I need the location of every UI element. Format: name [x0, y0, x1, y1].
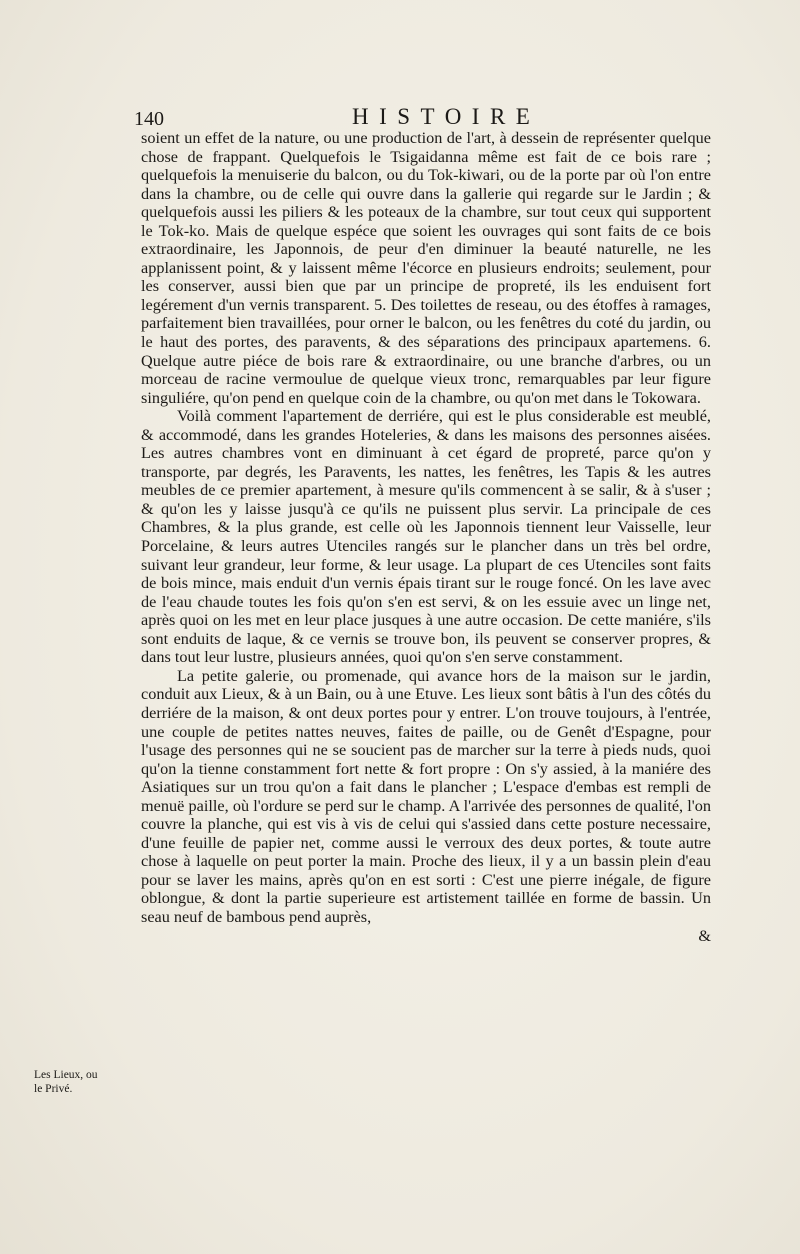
paragraph-2: Voilà comment l'apartement de derriére, qui est le plus considerable est meublé, & accommodé, dans les grandes Hoteleries, & dans les maisons des personnes aisées. Les autres chambres vont en diminuant à cet égard de propreté, parce qu'on y transporte, par degrés, les Paravents, les nattes, les fenêtres, les Tapis & les autres meubles de ce premier apartement, à mesure qu'ils commencent à se salir, & à s'user ; & qu'on les y laisse jusqu'à ce qu'ils ne puissent plus servir. La principale de ces Chambres, & la plus grande, est celle où les Japonnois tiennent leur Vaisselle, leur Porcelaine, & leurs autres Utenciles rangés sur le plancher dans un très bel ordre, suivant leur grandeur, leur forme, & leur usage. La plupart de ces Utenciles sont faits de bois mince, mais enduit d'un vernis épais tirant sur le rouge foncé. On les lave avec de l'eau chaude toutes les fois qu'on s'en est servi, & on les essuie avec un linge net, après quoi on les met en leur place jusques à une autre occasion. De cette maniére, s'ils sont enduits de laque, & ce vernis se trouve bon, ils peuvent se conserver propres, & dans tout leur lustre, plusieurs années, quoi qu'on s'en serve constamment. — [141, 407, 711, 667]
paragraph-1: soient un effet de la nature, ou une production de l'art, à dessein de représenter quelque chose de frappant. Quelquefois le Tsigaidanna même est fait de ce bois rare ; quelquefois la menuiserie du balcon, ou du Tok-kiwari, ou de la porte par où l'on entre dans la chambre, ou de celle qui ouvre dans la gallerie qui regarde sur le Jardin ; & quelquefois aussi les piliers & les poteaux de la chambre, sur tout ceux qui supportent le Tok-ko. Mais de quelque espéce que soient les ouvrages qui sont faits de ce bois extraordinaire, les Japonnois, de peur d'en diminuer la beauté naturelle, ne les applanissent point, & y laissent même l'écorce en plusieurs endroits; seulement, pour les conserver, aussi bien que par un principe de propreté, ils les enduisent fort legérement d'un vernis transparent. 5. Des toilettes de reseau, ou des étoffes à ramages, parfaitement bien travaillées, pour orner le balcon, ou les fenêtres du coté du jardin, ou le haut des portes, des paravents, & des séparations des principaux apartemens. 6. Quelque autre piéce de bois rare & extraordinaire, ou une branche d'arbres, ou un morceau de racine vermoulue de quelque vieux tronc, remarquables par leur figure singuliére, qu'on pend en quelque coin de la chambre, ou qu'on met dans le Tokowara. — [141, 129, 711, 407]
body-text — [141, 129, 711, 945]
running-title: HISTOIRE — [352, 104, 541, 129]
paragraph-3: La petite galerie, ou promenade, qui avance hors de la maison sur le jardin, conduit aux Lieux, & à un Bain, ou à une Etuve. Les lieux sont bâtis à l'un des côtés du derriére de la maison, & ont deux portes pour y entrer. L'on trouve toujours, à l'entrée, une couple de petites nattes neuves, faites de paille, ou de Genêt d'Espagne, pour l'usage des personnes qui ne se soucient pas de marcher sur la terre à pieds nuds, quoi qu'on la tienne constamment fort nette & fort propre : On s'y assied, à la maniére des Asiatiques sur un trou qu'on a fait dans le plancher ; L'espace d'embas est rempli de menuë paille, où l'ordure se perd sur le champ. A l'arrivée des personnes de qualité, l'on couvre la planche, qui est vis à vis de celui qui s'assied dans cette posture necessaire, d'une feuille de papier net, comme aussi le verroux des deux portes, & toute autre chose à laquelle on peut porter la main. Proche des lieux, il y a un bassin plein d'eau pour se laver les mains, après qu'on en est sorti : C'est une pierre inégale, de figure oblongue, & dont la partie superieure est artistement taillée en forme de bassin. Un seau neuf de bambous pend auprès, — [141, 666, 711, 926]
catchword: & — [698, 926, 711, 945]
margin-note: Les Lieux, ou le Privé. — [34, 1069, 98, 1095]
page-number: 140 — [134, 108, 164, 130]
